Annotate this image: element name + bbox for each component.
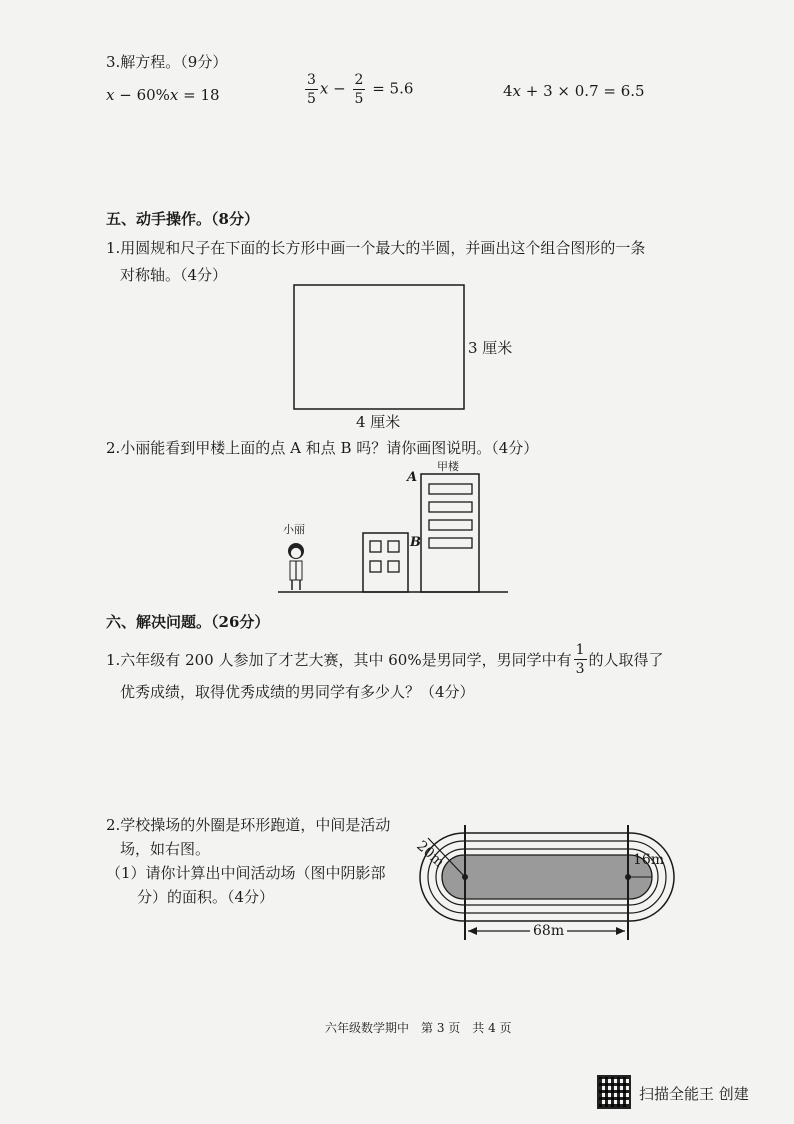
track-diameter-label: 16m: [633, 852, 665, 868]
track-length-label: 68m: [530, 923, 567, 939]
s6-q1-line1: 1.六年级有 200 人参加了才艺大赛，其中 60%是男同学，男同学中有 $\frac{1}{3}$ 的人取得了: [106, 642, 664, 677]
point-b-label: B: [410, 535, 421, 550]
page-footer: 六年级数学期中 第 3 页 共 4 页: [325, 1021, 512, 1035]
qr-code-icon: [597, 1075, 631, 1109]
equation-1: x − 60%x = 18: [106, 86, 220, 104]
point-a-label: A: [407, 470, 418, 485]
rect-height-label: 3 厘米: [468, 339, 513, 357]
equation-2: $\frac{3}{5}$ x − $\frac{2}{5}$ = 5.6: [307, 72, 414, 107]
building-label: 甲楼: [437, 460, 459, 473]
s5-q1-line2: 对称轴。（4分）: [120, 266, 228, 284]
rect-width-label: 4 厘米: [356, 413, 401, 431]
s5-q1-line1: 1.用圆规和尺子在下面的长方形中画一个最大的半圆，并画出这个组合图形的一条: [106, 239, 646, 257]
s5-q2-text: 2.小丽能看到甲楼上面的点 A 和点 B 吗？请你画图说明。（4分）: [106, 439, 539, 457]
s6-q2-sub2: 分）的面积。（4分）: [137, 888, 275, 906]
section-6-heading: 六、解决问题。（26分）: [106, 613, 270, 631]
track-width-label: 20m: [413, 838, 448, 871]
s6-q2-line2: 场，如右图。: [120, 840, 211, 858]
section-5-heading: 五、动手操作。（8分）: [106, 210, 259, 228]
equation-3: 4x + 3 × 0.7 = 6.5: [503, 82, 645, 100]
person-label: 小丽: [283, 523, 305, 536]
q3-title: 3.解方程。（9分）: [106, 53, 228, 71]
scanner-watermark: 扫描全能王 创建: [639, 1085, 749, 1103]
s6-q2-line1: 2.学校操场的外圈是环形跑道，中间是活动: [106, 816, 391, 834]
s6-q1-line2: 优秀成绩，取得优秀成绩的男同学有多少人？（4分）: [120, 683, 475, 701]
s6-q2-sub1: （1）请你计算出中间活动场（图中阴影部: [106, 864, 386, 882]
